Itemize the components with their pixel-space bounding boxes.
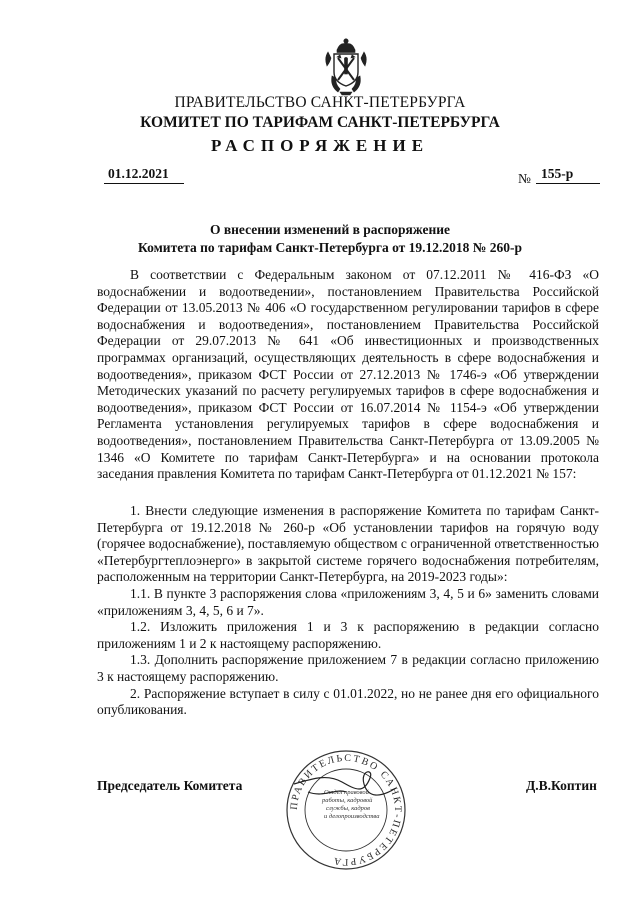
seal-ring-text: ПРАВИТЕЛЬСТВО САНКТ-ПЕТЕРБУРГА xyxy=(288,752,404,868)
government-heading: ПРАВИТЕЛЬСТВО САНКТ-ПЕТЕРБУРГА xyxy=(174,94,466,111)
svg-text:и делопроизводства: и делопроизводства xyxy=(324,813,380,820)
clause-1-3: 1.3. Дополнить распоряжение приложением 7 в редакции согласно приложению 3 к настоящему распоряжению. xyxy=(97,652,599,684)
number-underline xyxy=(536,183,600,184)
document-date: 01.12.2021 xyxy=(108,166,169,181)
clause-1-2: 1.2. Изложить приложения 1 и 3 к распоряжению в редакции согласно приложениям 1 и 2 к настоящему распоряжению. xyxy=(97,619,599,651)
clause-2: 2. Распоряжение вступает в силу с 01.01.2022, но не ранее дня его официального опубликования. xyxy=(97,685,599,718)
number-sign: № xyxy=(518,171,531,186)
official-seal-stamp xyxy=(284,748,408,872)
subject-line-1: О внесении изменений в распоряжение xyxy=(209,222,451,237)
subject-line-2: Комитета по тарифам Санкт-Петербурга от 19.12.2018 № 260-р xyxy=(138,240,522,255)
clause-1-1: 1.1. В пункте 3 распоряжения слова «приложениям 3, 4, 5 и 6» заменить словами «приложениям 3, 4, 5, 6 и 7». xyxy=(97,585,599,618)
document-subject xyxy=(60,221,600,257)
clause-1: 1. Внести следующие изменения в распоряжение Комитета по тарифам Санкт-Петербурга от 19.12.2018 № 260-р «Об установлении тарифов на горячую воду (горячее водоснабжение), поставляемую обществом с ограниченной ответственностью «Петербургтеплоэнерго» в закрытой системе горячего водоснабжения потребителям, расположенным на территории Санкт-Петербурга, на 2019-2023 годы»: xyxy=(97,503,599,585)
signatory-name: Д.В.Коптин xyxy=(526,778,597,793)
document-type-heading: РАСПОРЯЖЕНИЕ xyxy=(210,136,430,155)
svg-text:службы, кадров: службы, кадров xyxy=(326,805,370,812)
clauses-section xyxy=(97,503,599,719)
date-underline xyxy=(104,183,184,184)
committee-heading: КОМИТЕТ ПО ТАРИФАМ САНКТ-ПЕТЕРБУРГА xyxy=(140,114,500,131)
signatory-title: Председатель Комитета xyxy=(97,778,243,793)
svg-text:работы, кадровой: работы, кадровой xyxy=(322,797,373,804)
svg-text:Отдел правовой: Отдел правовой xyxy=(324,789,369,796)
document-number: 155-р xyxy=(541,166,574,181)
preamble-section xyxy=(97,267,599,483)
coat-of-arms-emblem xyxy=(324,36,368,98)
preamble-paragraph: В соответствии с Федеральным законом от 07.12.2011 № 416-ФЗ «О водоснабжении и водоотведении», постановлением Правительства Российской Федерации от 13.05.2013 № 406 «О государственном регулировании тарифов в сфере водоснабжения и водоотведения», постановлением Правительства Российской Федерации от 29.07.2013 № 641 «Об инвестиционных и производственных программах организаций, осуществляющих деятельность в сфере водоснабжения и водоотведения», приказом ФСТ России от 27.12.2013 № 1746-э «Об утверждении Методических указаний по расчету регулируемых тарифов в сфере водоснабжения и водоотведения», приказом ФСТ России от 16.07.2014 № 1154-э «Об утверждении Регламента установления регулируемых тарифов в сфере водоснабжения и водоотведения», постановлением Правительства Санкт-Петербурга от 13.09.2005 № 1346 «О Комитете по тарифам Санкт-Петербурга» и на основании протокола заседания правления Комитета по тарифам Санкт-Петербурга от 01.12.2021 № 157: xyxy=(97,267,599,482)
